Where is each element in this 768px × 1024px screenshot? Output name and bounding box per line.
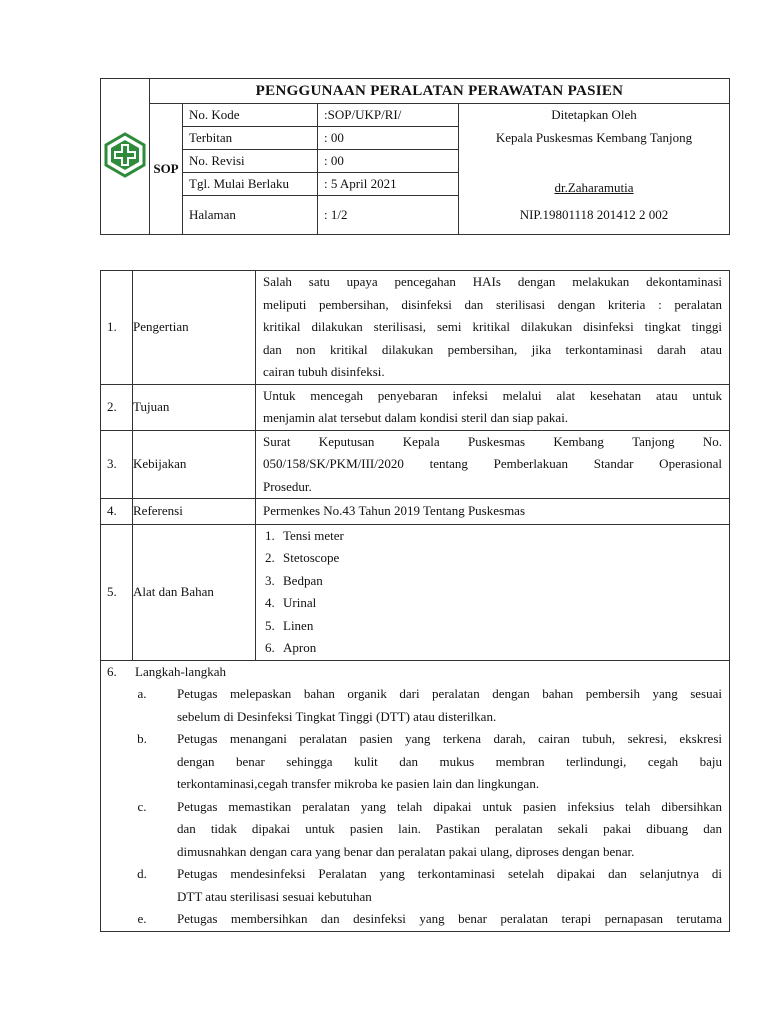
- jabatan: Kepala Puskesmas Kembang Tanjong: [459, 127, 730, 150]
- alat-item-text: Stetoscope: [283, 550, 340, 565]
- section-number: 5.: [101, 524, 133, 660]
- content-line: Prosedur.: [263, 478, 312, 494]
- section-label: Referensi: [133, 499, 256, 525]
- document-title: PENGGUNAAN PERALATAN PERAWATAN PASIEN: [150, 79, 730, 104]
- step-text: [177, 796, 722, 864]
- section-content: [256, 271, 730, 385]
- step-item: [107, 796, 722, 864]
- step-line: dengan benar sehingga kulit dan mukus membran terlindungi, cegah baju: [177, 753, 722, 769]
- field-value: : 00: [318, 150, 459, 173]
- section-content: [256, 524, 730, 660]
- step-line: sebelum di Desinfeksi Tingkat Tinggi (DTT) atau disterilkan.: [177, 708, 497, 724]
- section-number: 4.: [101, 499, 133, 525]
- step-text: [177, 683, 722, 728]
- step-item: [107, 863, 722, 908]
- section-referensi: [101, 499, 730, 525]
- section-tujuan: [101, 384, 730, 430]
- field-value: :SOP/UKP/RI/: [318, 104, 459, 127]
- field-key: No. Kode: [183, 104, 318, 127]
- field-key: Halaman: [183, 196, 318, 235]
- section-langkah: [101, 660, 730, 931]
- field-key: No. Revisi: [183, 150, 318, 173]
- approver-name-text: dr.Zaharamutia: [554, 179, 634, 195]
- alat-list: [263, 525, 722, 660]
- approver-name: [459, 173, 730, 196]
- section-content: [256, 384, 730, 430]
- content-line: dan non kritikal dilakukan pembersihan, jika terkontaminasi darah atau: [263, 341, 722, 357]
- step-line: Petugas mendesinfeksi Peralatan yang terkontaminasi setelah dipakai dan selanjutnya di: [177, 866, 722, 881]
- puskesmas-logo-icon: [102, 132, 148, 178]
- field-value: : 1/2: [318, 196, 459, 235]
- content-line: 050/158/SK/PKM/III/2020 tentang Pemberlakuan Standar Operasional: [263, 456, 722, 471]
- sop-label: SOP: [150, 104, 183, 235]
- steps-content: [101, 660, 730, 931]
- step-line: terkontaminasi,cegah transfer mikroba ke pasien lain dan lingkungan.: [177, 776, 540, 791]
- content-line: Permenkes No.43 Tahun 2019 Tentang Puskesmas: [263, 503, 526, 518]
- puskesmas-logo-cell: [101, 79, 150, 235]
- sop-content-table: [100, 270, 730, 932]
- alat-item-text: Bedpan: [283, 572, 323, 588]
- content-line: cairan tubuh disinfeksi.: [263, 364, 385, 379]
- step-line: Petugas melepaskan bahan organik dari peralatan dengan bahan pembersih yang sesuai: [177, 686, 722, 701]
- steps-list: [107, 683, 722, 931]
- step-letter: c.: [137, 798, 147, 814]
- section-label: Tujuan: [133, 384, 256, 430]
- section-label: Pengertian: [133, 271, 256, 385]
- step-item: [107, 728, 722, 796]
- alat-item-number: 5.: [265, 617, 275, 633]
- section-content: [256, 430, 730, 499]
- step-line: Petugas menangani peralatan pasien yang terkena darah, cairan tubuh, sekresi, ekskresi: [177, 731, 722, 746]
- step-letter: e.: [137, 911, 147, 926]
- step-line: dan tidak dipakai untuk pasien lain. Pastikan peralatan sekali pakai dibuang dan: [177, 821, 722, 836]
- steps-heading: [107, 661, 722, 684]
- field-value: : 00: [318, 127, 459, 150]
- section-label: Alat dan Bahan: [133, 524, 256, 660]
- step-text: [177, 728, 722, 796]
- alat-item-number: 2.: [265, 550, 275, 565]
- alat-item-number: 4.: [265, 595, 275, 610]
- field-key: Tgl. Mulai Berlaku: [183, 173, 318, 196]
- sop-header-table: [100, 78, 730, 235]
- alat-item-text: Apron: [283, 640, 317, 655]
- step-line: Petugas membersihkan dan desinfeksi yang benar peralatan terapi pernapasan terutama: [177, 911, 722, 926]
- step-line: DTT atau sterilisasi sesuai kebutuhan: [177, 888, 372, 904]
- step-item: [107, 908, 722, 931]
- alat-item: [265, 525, 722, 548]
- field-key: Terbitan: [183, 127, 318, 150]
- section-number: 6.: [107, 663, 117, 679]
- content-line: kritikal dilakukan sterilisasi, semi kritikal dilakukan disinfeksi tingkat tinggi: [263, 319, 722, 334]
- section-number: 2.: [101, 384, 133, 430]
- alat-item-text: Linen: [283, 617, 314, 633]
- alat-item: [265, 570, 722, 593]
- section-pengertian: [101, 271, 730, 385]
- step-letter: d.: [137, 866, 147, 881]
- section-kebijakan: [101, 430, 730, 499]
- step-text: [177, 908, 722, 931]
- ditetapkan-oleh: Ditetapkan Oleh: [459, 104, 730, 127]
- field-value: : 5 April 2021: [318, 173, 459, 196]
- step-line: dimusnahkan dengan cara yang benar dan peralatan pakai ulang, diproses dengan benar.: [177, 843, 635, 859]
- section-content: [256, 499, 730, 525]
- alat-item: [265, 592, 722, 615]
- alat-item-text: Tensi meter: [283, 527, 344, 543]
- content-line: Untuk mencegah penyebaran infeksi melalui alat kesehatan atau untuk: [263, 387, 722, 403]
- content-line: meliputi pembersihan, disinfeksi dan sterilisasi dengan kriteria : peralatan: [263, 296, 722, 312]
- content-line: Surat Keputusan Kepala Puskesmas Kembang Tanjong No.: [263, 433, 722, 449]
- spacer: [459, 150, 730, 173]
- step-item: [107, 683, 722, 728]
- alat-item-number: 3.: [265, 572, 275, 588]
- step-letter: a.: [137, 686, 147, 701]
- alat-item-number: 1.: [265, 527, 275, 543]
- content-line: menjamin alat tersebut dalam kondisi steril dan siap pakai.: [263, 410, 569, 425]
- approver-nip: NIP.19801118 201412 2 002: [459, 196, 730, 235]
- alat-item-number: 6.: [265, 640, 275, 655]
- section-number: 3.: [101, 430, 133, 499]
- step-text: [177, 863, 722, 908]
- alat-item: [265, 547, 722, 570]
- step-line: Petugas memastikan peralatan yang telah dipakai untuk pasien infeksius telah dibersihkan: [177, 798, 722, 814]
- section-alat-bahan: [101, 524, 730, 660]
- step-letter: b.: [137, 731, 147, 746]
- alat-item: [265, 615, 722, 638]
- section-label: Kebijakan: [133, 430, 256, 499]
- section-label: Langkah-langkah: [135, 663, 226, 679]
- alat-item: [265, 637, 722, 660]
- content-line: Salah satu upaya pencegahan HAIs dengan melakukan dekontaminasi: [263, 274, 722, 289]
- alat-item-text: Urinal: [283, 595, 317, 610]
- section-number: 1.: [101, 271, 133, 385]
